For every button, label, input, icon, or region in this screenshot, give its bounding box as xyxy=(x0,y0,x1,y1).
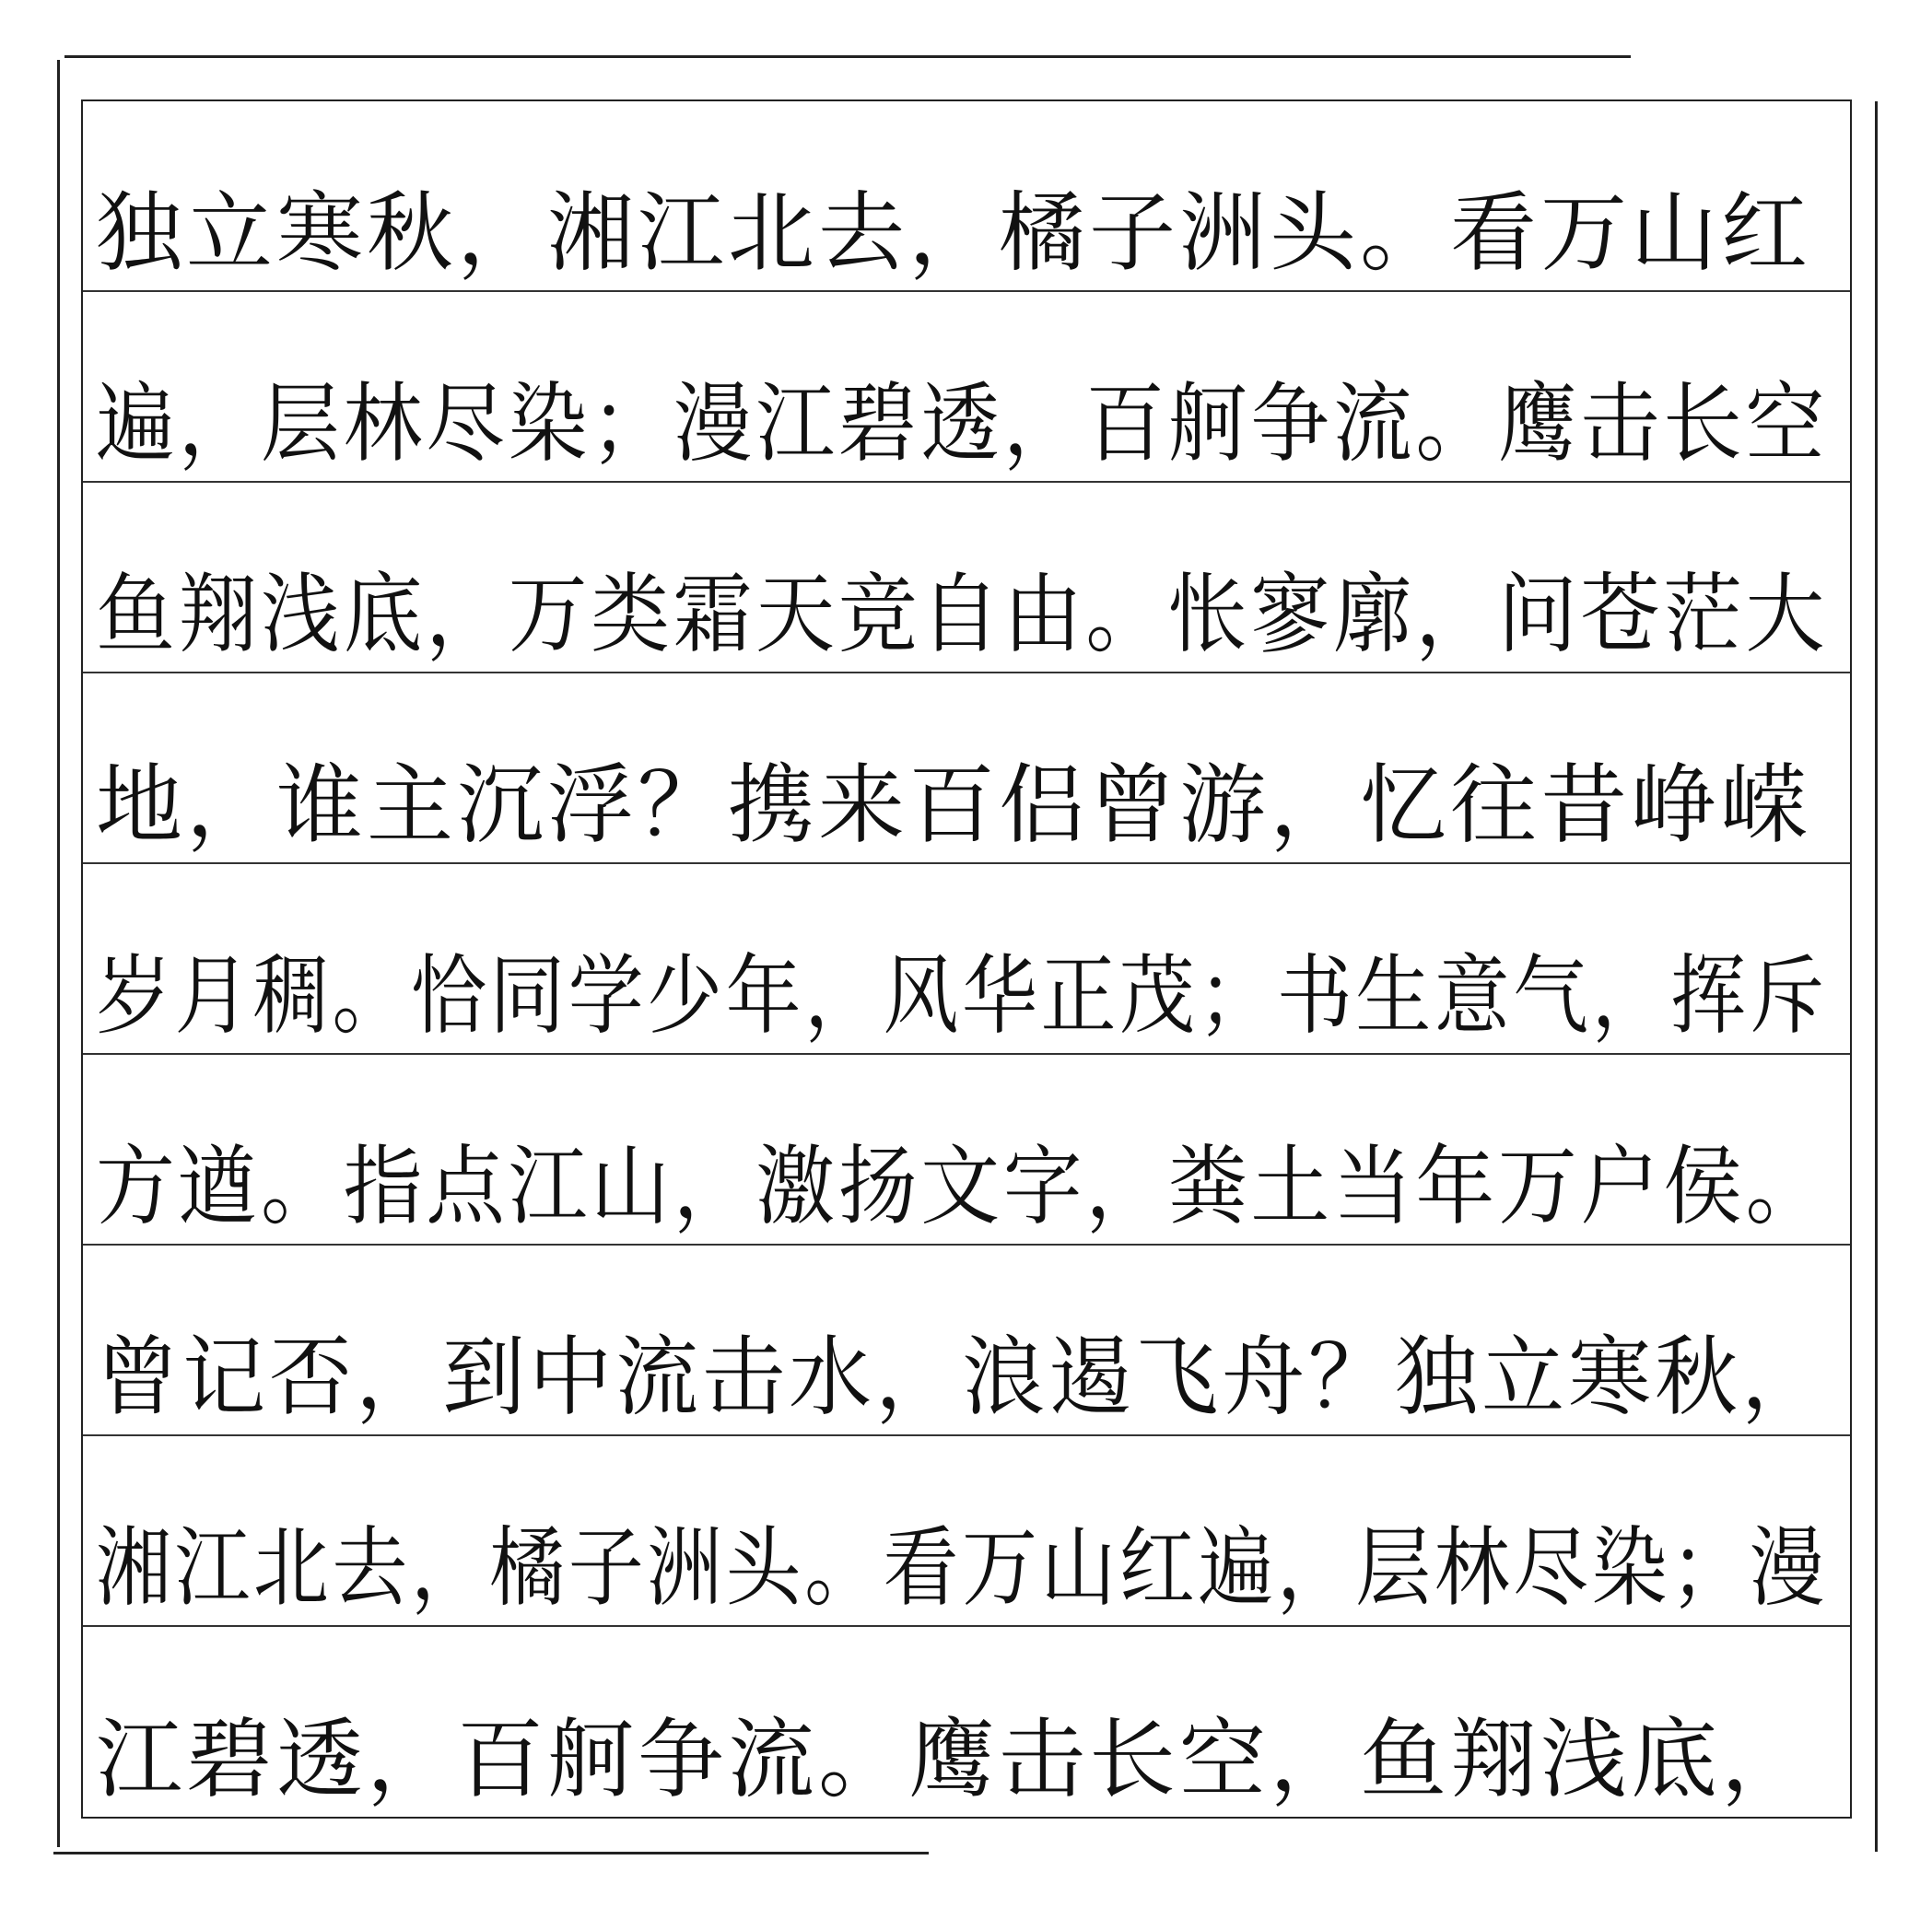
sheet-top-line xyxy=(64,55,1631,58)
ruled-row xyxy=(83,483,1850,673)
ruled-row xyxy=(83,864,1850,1055)
handwritten-line: 岁月稠。恰同学少年，风华正茂；书生意气，挥斥 xyxy=(96,946,1829,1047)
ruled-row xyxy=(83,292,1850,483)
ruled-row xyxy=(83,101,1850,292)
sheet-left-line xyxy=(57,60,60,1847)
sheet-bottom-line xyxy=(53,1852,929,1854)
ruled-writing-frame xyxy=(81,99,1852,1819)
ruled-row xyxy=(83,673,1850,864)
ruled-row xyxy=(83,1436,1850,1627)
handwritten-line: 遍，层林尽染；漫江碧透，百舸争流。鹰击长空 xyxy=(96,374,1829,474)
handwritten-line: 鱼翔浅底，万类霜天竞自由。怅寥廓，问苍茫大 xyxy=(96,565,1829,665)
handwritten-line: 湘江北去，橘子洲头。看万山红遍，层林尽染；漫 xyxy=(96,1518,1829,1619)
ruled-row xyxy=(83,1246,1850,1436)
sheet-right-line xyxy=(1875,101,1878,1852)
handwritten-line: 地，谁主沉浮？携来百侣曾游，忆往昔峥嵘 xyxy=(96,755,1812,856)
ruled-row xyxy=(83,1627,1850,1817)
handwritten-line: 江碧透，百舸争流。鹰击长空，鱼翔浅底， xyxy=(96,1710,1812,1810)
handwritten-line: 曾记否，到中流击水，浪遏飞舟？独立寒秋， xyxy=(96,1328,1829,1428)
handwritten-line: 独立寒秋，湘江北去，橘子洲头。看万山红 xyxy=(96,183,1812,284)
ruled-row xyxy=(83,1055,1850,1246)
handwritten-line: 方遒。指点江山，激扬文字，粪土当年万户侯。 xyxy=(96,1137,1829,1237)
